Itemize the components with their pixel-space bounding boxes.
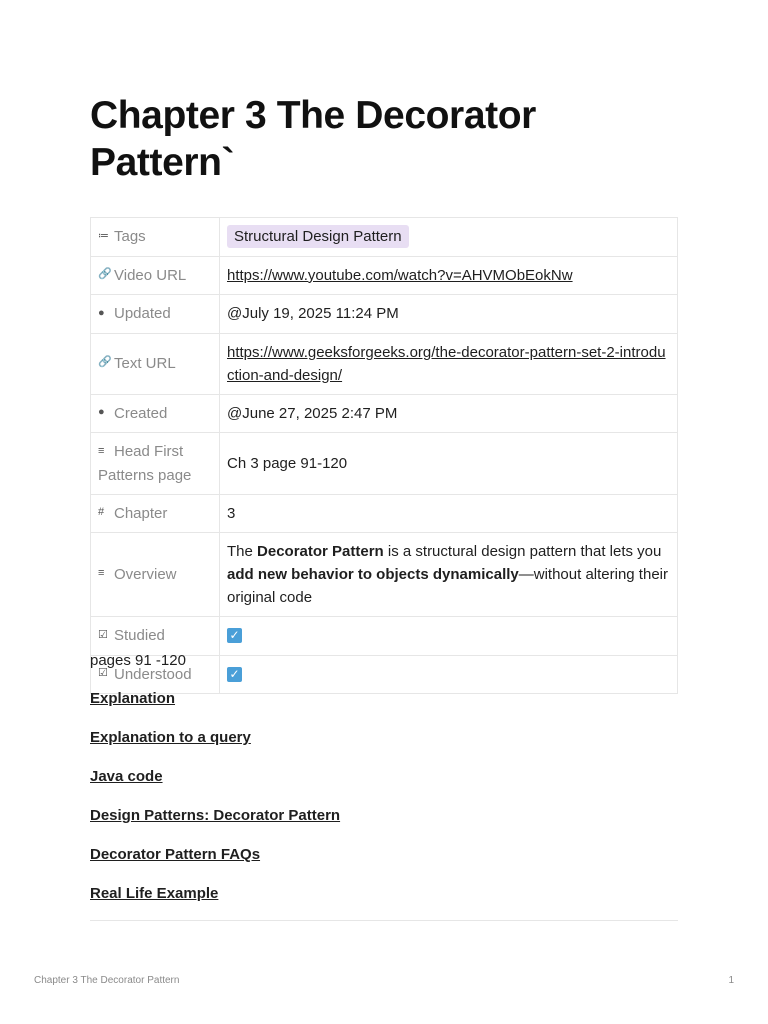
list-item (90, 688, 340, 727)
real-life-example-link[interactable]: Real Life Example (90, 885, 219, 902)
studied-checkbox[interactable]: ✓ (227, 628, 242, 643)
video-url-link[interactable]: https://www.youtube.com/watch?v=AHVMObEokNw (227, 266, 573, 284)
overview-text: The Decorator Pattern is a structural design pattern that lets you add new behavior to objects dynamically—without altering their original code (220, 533, 678, 617)
property-key: ≡ Head First Patterns page (91, 433, 220, 495)
list-icon: ≔ (98, 229, 109, 242)
faqs-link[interactable]: Decorator Pattern FAQs (90, 846, 261, 863)
property-key: # Chapter (91, 494, 220, 533)
property-key: 🔗 Video URL (91, 256, 220, 295)
tag-badge[interactable]: Structural Design Pattern (227, 225, 409, 248)
list-item (90, 727, 340, 766)
understood-checkbox[interactable]: ✓ (227, 667, 242, 682)
property-row-updated (91, 295, 678, 334)
chapter-value: 3 (220, 494, 678, 533)
property-value[interactable] (220, 218, 678, 257)
head-first-page-value: Ch 3 page 91-120 (220, 433, 678, 495)
java-code-link[interactable]: Java code (90, 768, 163, 785)
divider (90, 920, 678, 921)
property-key: ☑ Studied (91, 617, 220, 656)
property-key: ● Updated (91, 295, 220, 334)
list-item (90, 766, 340, 805)
property-row-chapter (91, 494, 678, 533)
property-row-text-url (91, 333, 678, 394)
property-value (220, 617, 678, 656)
checkbox-icon: ☑ (98, 628, 108, 641)
text-icon: ≡ (98, 567, 105, 580)
property-key: 🔗 Text URL (91, 333, 220, 394)
clock-icon: ● (98, 406, 105, 419)
explanation-query-link[interactable]: Explanation to a query (90, 729, 251, 746)
property-row-video-url (91, 256, 678, 295)
text-url-link[interactable]: https://www.geeksforgeeks.org/the-decorator-pattern-set-2-introduction-and-design/ (227, 343, 666, 384)
updated-date: @July 19, 2025 11:24 PM (220, 295, 678, 334)
created-date: @June 27, 2025 2:47 PM (220, 394, 678, 433)
property-value (220, 256, 678, 295)
footer-title: Chapter 3 The Decorator Pattern (34, 975, 180, 986)
list-item (90, 883, 340, 922)
explanation-link[interactable]: Explanation (90, 690, 176, 707)
property-value (220, 333, 678, 394)
properties-table (90, 217, 678, 694)
reference-links (90, 688, 340, 922)
text-icon: ≡ (98, 444, 105, 457)
page-title: Chapter 3 The Decorator Pattern` (90, 94, 536, 184)
checkbox-icon: ☑ (98, 667, 108, 680)
pages-note: pages 91 -120 (90, 652, 186, 669)
property-row-head-first-page (91, 433, 678, 495)
design-patterns-link[interactable]: Design Patterns: Decorator Pattern (90, 807, 341, 824)
page-number: 1 (728, 975, 734, 986)
property-row-created (91, 394, 678, 433)
property-key: ☑ Understood (91, 655, 220, 694)
link-icon: 🔗 (98, 268, 112, 281)
property-key: ● Created (91, 394, 220, 433)
list-item (90, 805, 340, 844)
list-item (90, 844, 340, 883)
property-row-overview (91, 533, 678, 617)
clock-icon: ● (98, 306, 105, 319)
property-key: ≡ Overview (91, 533, 220, 617)
link-icon: 🔗 (98, 356, 112, 369)
number-icon: # (98, 506, 105, 519)
property-row-tags (91, 218, 678, 257)
property-key: ≔ Tags (91, 218, 220, 257)
